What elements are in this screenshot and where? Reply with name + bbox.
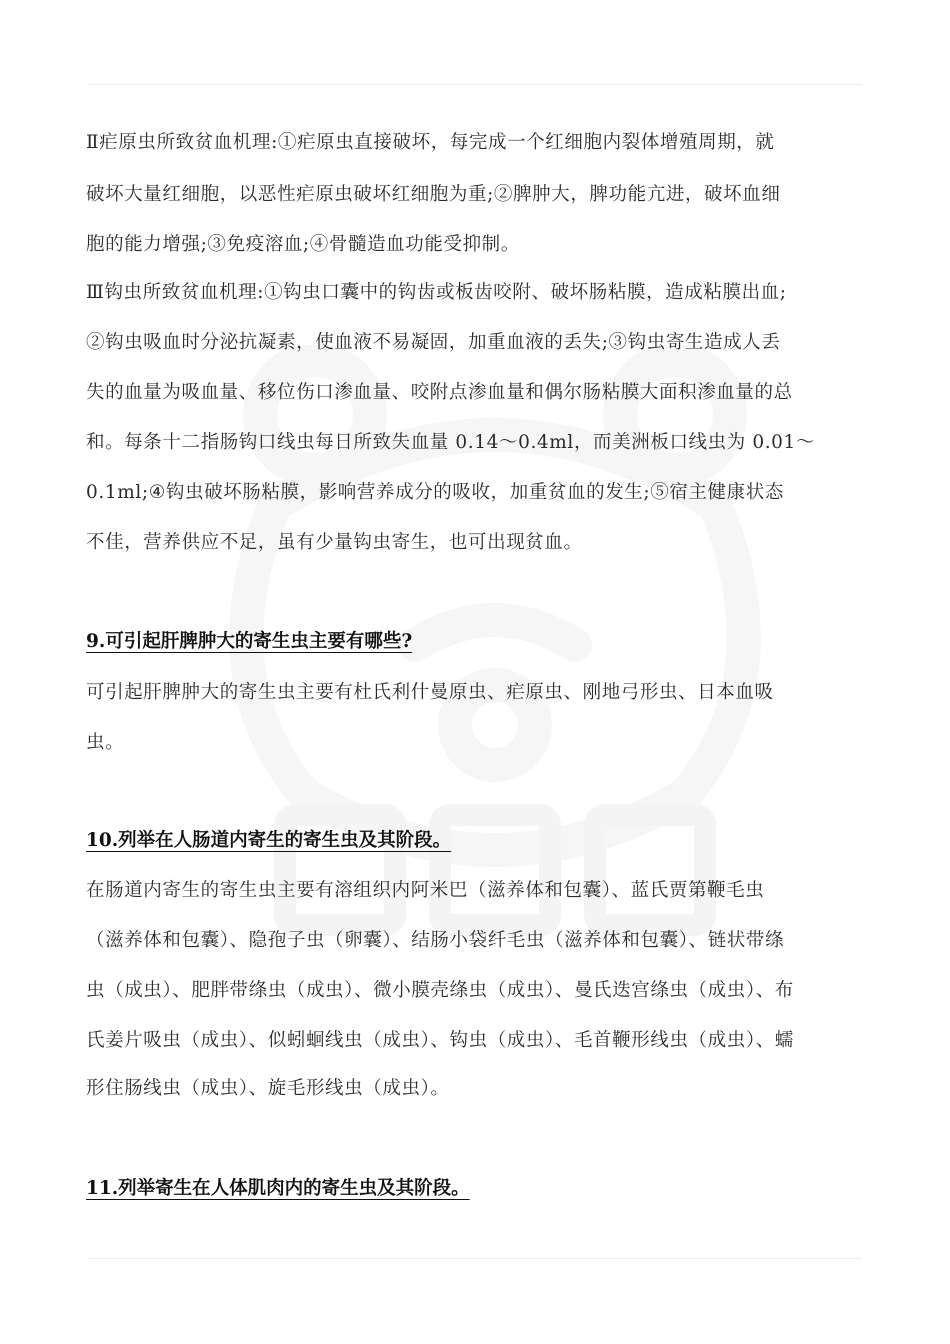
question-heading-10: 10.列举在人肠道内寄生的寄生虫及其阶段。 (86, 830, 452, 851)
paragraph-line: 破坏大量红细胞，以恶性疟原虫破坏红细胞为重;②脾肿大，脾功能亢进，破坏血细 (86, 184, 781, 205)
paragraph-line: 在肠道内寄生的寄生虫主要有溶组织内阿米巴（滋养体和包囊）、蓝氏贾第鞭毛虫 (86, 880, 765, 901)
header-divider (88, 84, 862, 85)
paragraph-line: 0.1ml;④钩虫破坏肠粘膜，影响营养成分的吸收，加重贫血的发生;⑤宿主健康状态 (86, 482, 784, 503)
paragraph-line: Ⅲ钩虫所致贫血机理:①钩虫口囊中的钩齿或板齿咬附、破坏肠粘膜，造成粘膜出血; (86, 282, 787, 303)
paragraph-line: 失的血量为吸血量、移位伤口渗血量、咬附点渗血量和偶尔肠粘膜大面积渗血量的总 (86, 382, 793, 403)
paragraph-line: 形住肠线虫（成虫）、旋毛形线虫（成虫）。 (86, 1078, 450, 1099)
paragraph-line: Ⅱ疟原虫所致贫血机理:①疟原虫直接破坏，每完成一个红细胞内裂体增殖周期，就 (86, 132, 775, 153)
question-heading-9: 9.可引起肝脾肿大的寄生虫主要有哪些? (86, 631, 413, 652)
paragraph-line: （滋养体和包囊）、隐孢子虫（卵囊）、结肠小袋纤毛虫（滋养体和包囊）、链状带绦 (86, 930, 785, 951)
paragraph-line: ②钩虫吸血时分泌抗凝素，使血液不易凝固，加重血液的丢失;③钩虫寄生造成人丢 (86, 332, 781, 353)
footer-divider (88, 1258, 862, 1259)
question-heading-11: 11.列举寄生在人体肌肉内的寄生虫及其阶段。 (86, 1178, 470, 1199)
paragraph-line: 虫。 (86, 732, 125, 753)
paragraph-line: 可引起肝脾肿大的寄生虫主要有杜氏利什曼原虫、疟原虫、刚地弓形虫、日本血吸 (86, 682, 774, 703)
paragraph-line: 氏姜片吸虫（成虫）、似蚓蛔线虫（成虫）、钩虫（成虫）、毛首鞭形线虫（成虫）、蠕 (86, 1030, 794, 1051)
paragraph-line: 和。每条十二指肠钩口线虫每日所致失血量 0.14～0.4ml，而美洲板口线虫为 0.01～ (86, 432, 816, 453)
paragraph-line: 不佳，营养供应不足，虽有少量钩虫寄生，也可出现贫血。 (86, 532, 583, 553)
paragraph-line: 虫（成虫）、肥胖带绦虫（成虫）、微小膜壳绦虫（成虫）、曼氏迭宫绦虫（成虫）、布 (86, 980, 794, 1001)
paragraph-line: 胞的能力增强;③免疫溶血;④骨髓造血功能受抑制。 (86, 234, 520, 255)
